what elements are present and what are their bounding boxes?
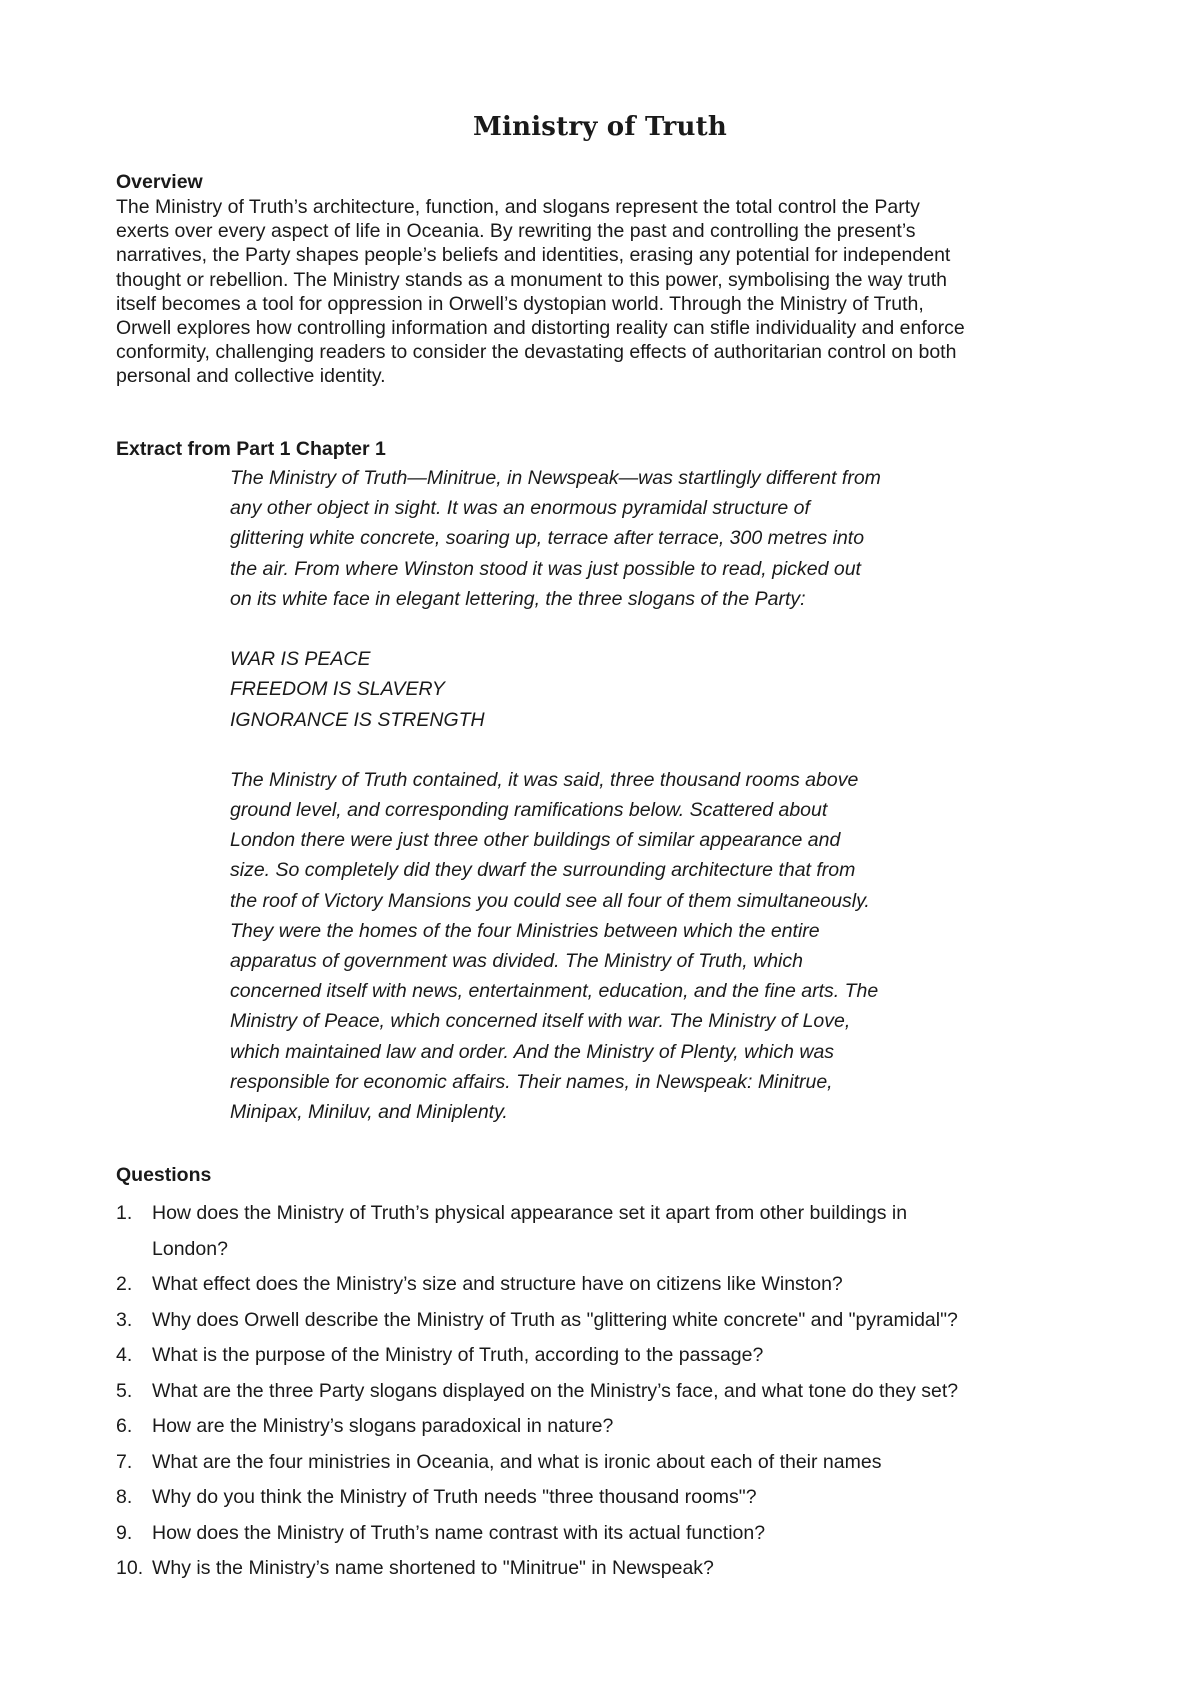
question-number: 2. xyxy=(116,1273,133,1295)
question-item xyxy=(116,1409,1106,1445)
extract-line: the roof of Victory Mansions you could see all four of them simultaneously. xyxy=(230,889,870,912)
extract-line: Minipax, Miniluv, and Miniplenty. xyxy=(230,1100,508,1123)
question-item xyxy=(116,1551,1106,1587)
question-item xyxy=(116,1516,1106,1552)
extract-line: Ministry of Peace, which concerned itself with war. The Ministry of Love, xyxy=(230,1010,851,1033)
question-text: How are the Ministry’s slogans paradoxical in nature? xyxy=(152,1415,614,1437)
question-number: 7. xyxy=(116,1450,133,1473)
question-number: 5. xyxy=(116,1379,133,1402)
question-text: How does the Ministry of Truth’s name contrast with its actual function? xyxy=(152,1521,766,1544)
extract-line: responsible for economic affairs. Their names, in Newspeak: Minitrue, xyxy=(230,1070,833,1093)
extract-heading: Extract from Part 1 Chapter 1 xyxy=(116,438,386,460)
overview-line: thought or rebellion. The Ministry stands as a monument to this power, symbolising the way truth xyxy=(116,268,947,291)
question-text: Why is the Ministry’s name shortened to "Minitrue" in Newspeak? xyxy=(152,1557,714,1579)
extract-line: glittering white concrete, soaring up, terrace after terrace, 300 metres into xyxy=(230,527,865,550)
question-number: 6. xyxy=(116,1415,133,1437)
extract-quote xyxy=(230,463,1010,1127)
question-number: 8. xyxy=(116,1486,133,1508)
overview-paragraph xyxy=(116,195,1091,389)
extract-line: on its white face in elegant lettering, the three slogans of the Party: xyxy=(230,587,806,610)
extract-line: any other object in sight. It was an enormous pyramidal structure of xyxy=(230,497,810,520)
overview-line: Orwell explores how controlling information and distorting reality can stifle individuality and enforce xyxy=(116,317,965,340)
extract-line: size. So completely did they dwarf the surrounding architecture that from xyxy=(230,859,856,882)
extract-line: London there were just three other buildings of similar appearance and xyxy=(230,829,841,852)
question-item xyxy=(116,1303,1106,1339)
questions-heading: Questions xyxy=(116,1164,212,1186)
slogan: WAR IS PEACE xyxy=(230,648,371,671)
slogan: IGNORANCE IS STRENGTH xyxy=(230,708,485,731)
extract-line: which maintained law and order. And the Ministry of Plenty, which was xyxy=(230,1040,835,1063)
question-text: How does the Ministry of Truth’s physical appearance set it apart from other buildings in xyxy=(152,1202,908,1224)
question-text: London? xyxy=(152,1237,228,1260)
overview-line: The Ministry of Truth’s architecture, function, and slogans represent the total control the Party xyxy=(116,196,920,218)
question-item xyxy=(116,1338,1106,1374)
extract-line: The Ministry of Truth contained, it was said, three thousand rooms above xyxy=(230,768,859,791)
document-title: Ministry of Truth xyxy=(473,112,727,142)
question-number: 10. xyxy=(116,1557,144,1579)
question-number: 9. xyxy=(116,1521,133,1544)
question-text: What effect does the Ministry’s size and structure have on citizens like Winston? xyxy=(152,1273,843,1295)
question-text: Why does Orwell describe the Ministry of Truth as "glittering white concrete" and "pyramidal"? xyxy=(152,1308,958,1331)
extract-line: They were the homes of the four Ministries between which the entire xyxy=(230,919,820,942)
extract-line: concerned itself with news, entertainment, education, and the fine arts. The xyxy=(230,980,879,1003)
questions-list xyxy=(116,1196,1106,1587)
paragraph-gap xyxy=(230,735,1010,765)
overview-line: personal and collective identity. xyxy=(116,365,386,388)
question-item xyxy=(116,1445,1106,1481)
extract-line: the air. From where Winston stood it was just possible to read, picked out xyxy=(230,557,861,580)
question-text: What are the four ministries in Oceania, and what is ironic about each of their names xyxy=(152,1450,882,1473)
overview-line: conformity, challenging readers to consider the devastating effects of authoritarian control on both xyxy=(116,341,957,364)
slogan: FREEDOM IS SLAVERY xyxy=(230,678,445,701)
question-number: 4. xyxy=(116,1344,133,1366)
question-text: What is the purpose of the Ministry of Truth, according to the passage? xyxy=(152,1344,764,1366)
question-text: What are the three Party slogans displayed on the Ministry’s face, and what tone do they set? xyxy=(152,1379,959,1402)
question-item xyxy=(116,1374,1106,1410)
question-item xyxy=(116,1267,1106,1303)
overview-line: itself becomes a tool for oppression in Orwell’s dystopian world. Through the Ministry of Truth, xyxy=(116,292,924,315)
extract-line: ground level, and corresponding ramifications below. Scattered about xyxy=(230,799,828,822)
question-number: 1. xyxy=(116,1202,133,1224)
paragraph-gap xyxy=(230,614,1010,644)
overview-line: narratives, the Party shapes people’s beliefs and identities, erasing any potential for independent xyxy=(116,244,951,267)
question-item xyxy=(116,1480,1106,1516)
extract-line: apparatus of government was divided. The Ministry of Truth, which xyxy=(230,950,803,972)
overview-line: exerts over every aspect of life in Oceania. By rewriting the past and controlling the present’s xyxy=(116,220,916,243)
question-number: 3. xyxy=(116,1308,133,1331)
extract-line: The Ministry of Truth—Minitrue, in Newspeak—was startlingly different from xyxy=(230,467,881,489)
question-item xyxy=(116,1196,1106,1267)
overview-heading: Overview xyxy=(116,171,203,193)
question-text: Why do you think the Ministry of Truth needs "three thousand rooms"? xyxy=(152,1486,757,1508)
